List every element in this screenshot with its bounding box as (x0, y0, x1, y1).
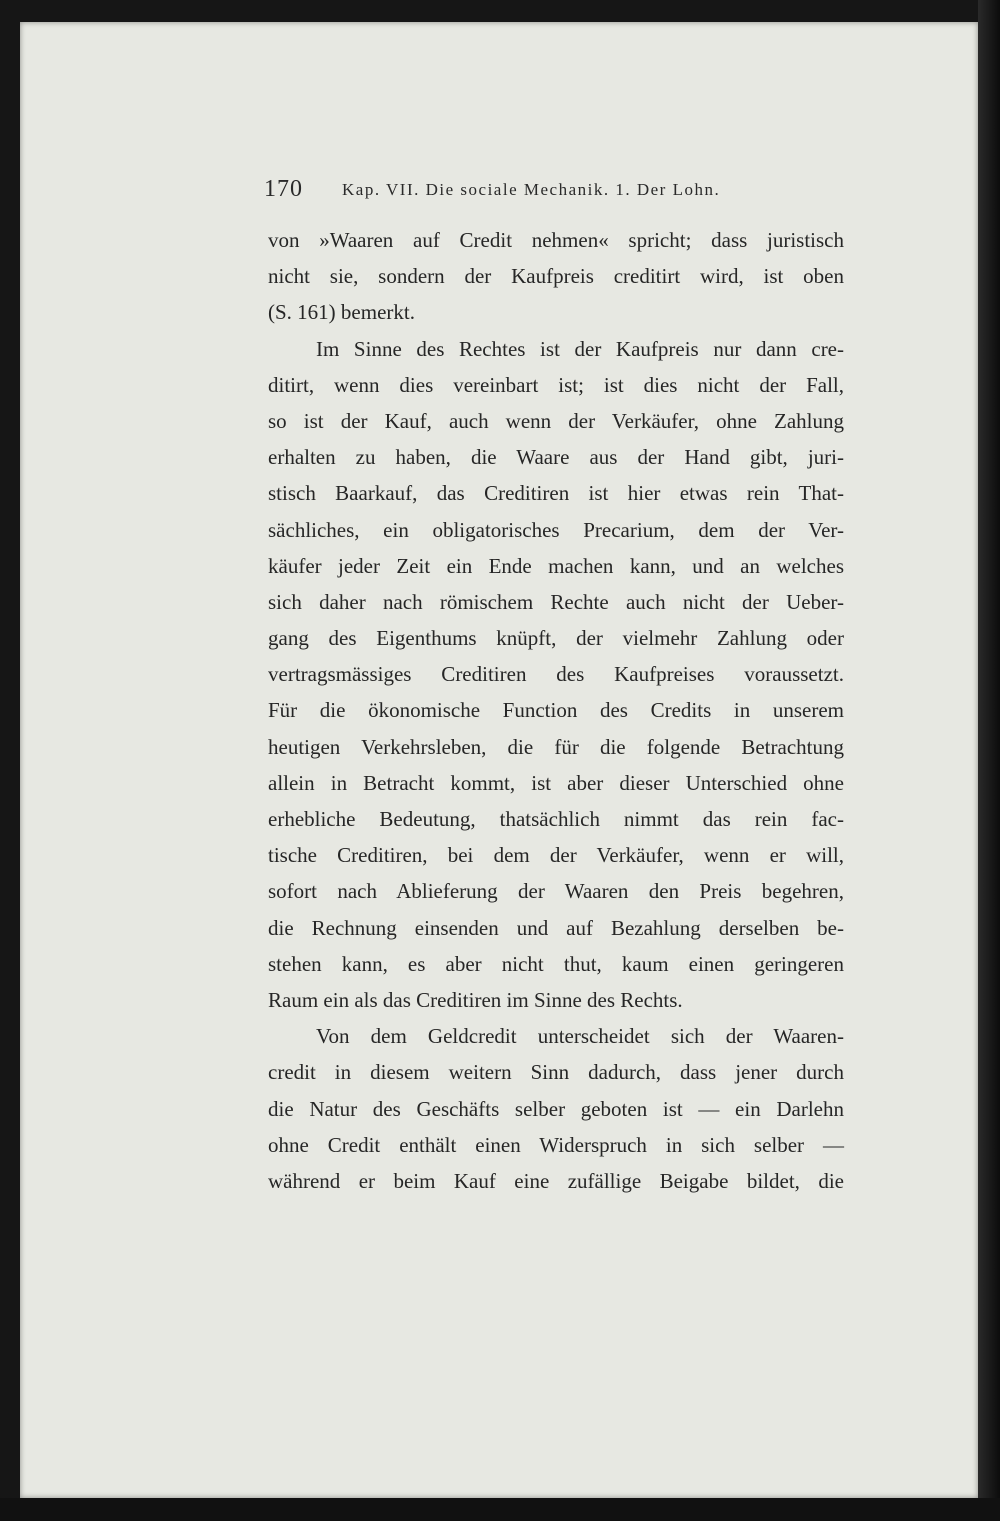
text-line: Von dem Geldcredit unterscheidet sich der Waaren- (316, 1024, 844, 1049)
text-line: während er beim Kauf eine zufällige Beigabe bildet, die (268, 1168, 844, 1193)
text-line: stisch Baarkauf, das Creditiren ist hier etwas rein That- (268, 481, 844, 506)
text-line: erhebliche Bedeutung, thatsächlich nimmt das rein fac- (268, 807, 844, 831)
text-line: stehen kann, es aber nicht thut, kaum einen geringeren (268, 951, 844, 976)
text-line: ditirt, wenn dies vereinbart ist; ist dies nicht der Fall, (268, 372, 844, 397)
text-line: sich daher nach römischem Rechte auch nicht der Ueber- (268, 589, 844, 614)
text-line: käufer jeder Zeit ein Ende machen kann, und an welches (268, 553, 844, 578)
scan-edge-bottom (0, 1498, 1000, 1521)
text-line: Für die ökonomische Function des Credits in unserem (268, 698, 844, 723)
page-header (264, 176, 784, 206)
page-number: 170 (264, 176, 303, 202)
text-line: allein in Betracht kommt, ist aber dieser Unterschied ohne (268, 770, 844, 795)
text-line: Raum ein als das Creditiren im Sinne des Rechts. (268, 987, 683, 1012)
scan-edge-right (978, 0, 1000, 1521)
text-line: erhalten zu haben, die Waare aus der Hand gibt, juri- (268, 445, 844, 470)
text-line: die Rechnung einsenden und auf Bezahlung derselben be- (268, 915, 844, 940)
text-line: credit in diesem weitern Sinn dadurch, dass jener durch (268, 1060, 844, 1085)
text-line: so ist der Kauf, auch wenn der Verkäufer, ohne Zahlung (268, 408, 844, 433)
text-line: Im Sinne des Rechtes ist der Kaufpreis nur dann cre- (316, 336, 844, 361)
body-text (268, 222, 844, 1199)
text-line: die Natur des Geschäfts selber geboten ist — ein Darlehn (268, 1096, 844, 1121)
text-line: nicht sie, sondern der Kaufpreis creditirt wird, ist oben (268, 264, 844, 289)
text-line: gang des Eigenthums knüpft, der vielmehr Zahlung oder (268, 626, 844, 651)
text-line: tische Creditiren, bei dem der Verkäufer, wenn er will, (268, 843, 844, 868)
text-line: sofort nach Ablieferung der Waaren den Preis begehren, (268, 879, 844, 904)
text-line: vertragsmässiges Creditiren des Kaufpreises voraussetzt. (268, 662, 844, 687)
running-head: Kap. VII. Die sociale Mechanik. 1. Der Lohn. (342, 180, 721, 199)
text-line: (S. 161) bemerkt. (268, 300, 415, 325)
text-line: heutigen Verkehrsleben, die für die folgende Betrachtung (268, 734, 844, 759)
text-line: ohne Credit enthält einen Widerspruch in sich selber — (268, 1132, 844, 1157)
text-line: sächliches, ein obligatorisches Precarium, dem der Ver- (268, 517, 844, 542)
text-line: von »Waaren auf Credit nehmen« spricht; dass juristisch (268, 228, 844, 252)
